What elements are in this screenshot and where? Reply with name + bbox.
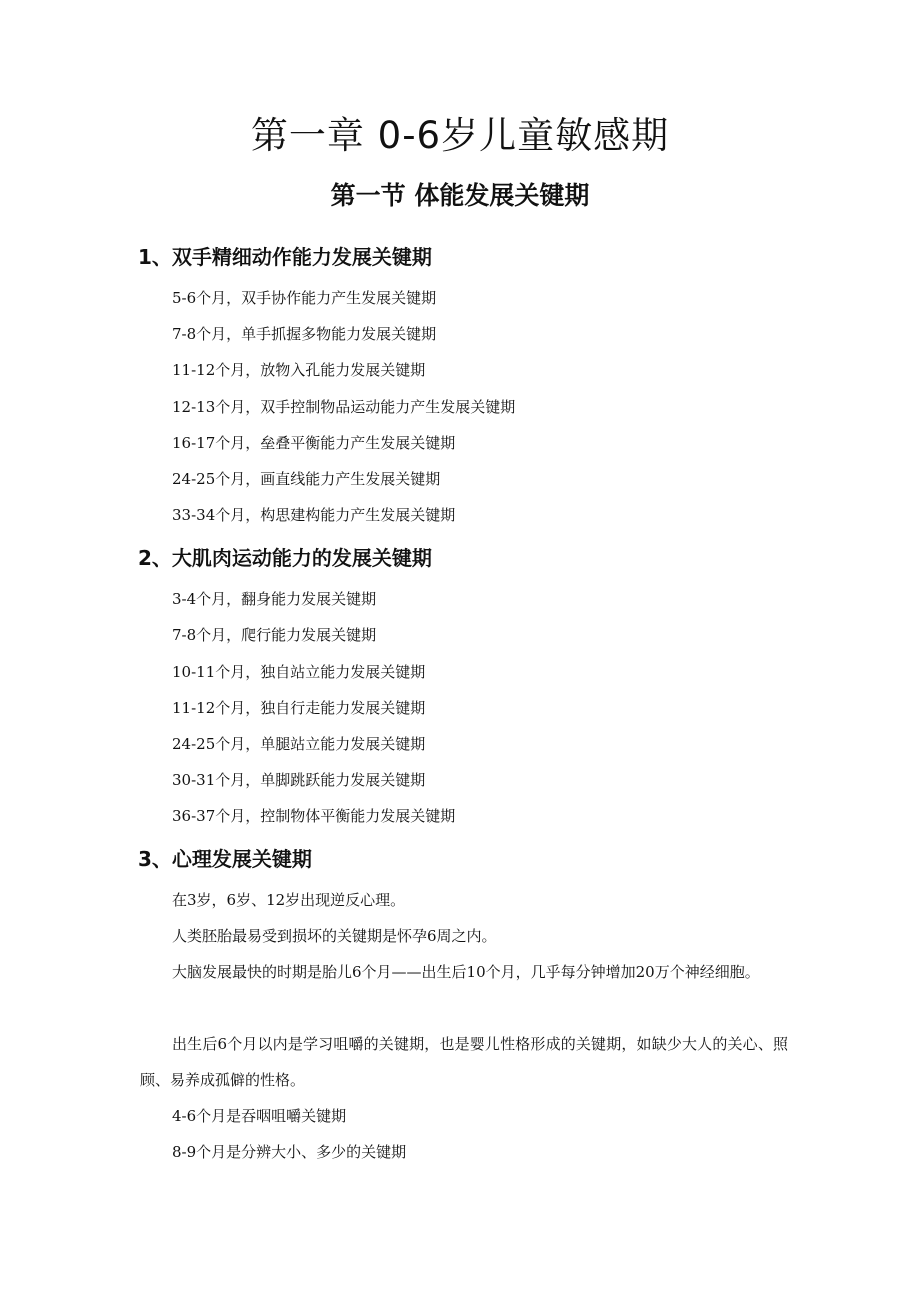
list-item: 36-37个月，控制物体平衡能力发展关键期 — [172, 807, 456, 825]
list-item: 5-6个月，双手协作能力产生发展关键期 — [172, 289, 437, 307]
chapter-title: 第一章 0-6岁儿童敏感期 — [250, 114, 670, 157]
list-item: 33-34个月，构思建构能力产生发展关键期 — [172, 506, 456, 524]
subsection-heading-3: 3、心理发展关键期 — [138, 847, 312, 871]
subsection-heading-2: 2、大肌肉运动能力的发展关键期 — [138, 546, 432, 570]
list-item: 24-25个月，画直线能力产生发展关键期 — [172, 470, 441, 488]
paragraph: 4-6个月是吞咽咀嚼关键期 — [172, 1107, 347, 1125]
list-item: 16-17个月，垒叠平衡能力产生发展关键期 — [172, 434, 456, 452]
list-item: 11-12个月，放物入孔能力发展关键期 — [172, 361, 426, 379]
list-item: 24-25个月，单腿站立能力发展关键期 — [172, 735, 426, 753]
list-item: 7-8个月，单手抓握多物能力发展关键期 — [172, 325, 437, 343]
list-item: 3-4个月，翻身能力发展关键期 — [172, 590, 377, 608]
list-item: 12-13个月，双手控制物品运动能力产生发展关键期 — [172, 398, 516, 416]
list-item: 7-8个月，爬行能力发展关键期 — [172, 626, 377, 644]
section-title: 第一节 体能发展关键期 — [330, 181, 590, 210]
list-item: 11-12个月，独自行走能力发展关键期 — [172, 699, 426, 717]
paragraph: 在3岁，6岁、12岁出现逆反心理。 — [172, 891, 406, 909]
paragraph: 大脑发展最快的时期是胎儿6个月——出生后10个月，几乎每分钟增加20万个神经细胞。 — [172, 963, 760, 981]
paragraph: 8-9个月是分辨大小、多少的关键期 — [172, 1143, 407, 1161]
list-item: 30-31个月，单脚跳跃能力发展关键期 — [172, 771, 426, 789]
paragraph: 出生后6个月以内是学习咀嚼的关键期，也是婴儿性格形成的关键期，如缺少大人的关心、照顾、易养成孤僻的性格。 — [140, 1035, 788, 1089]
subsection-heading-1: 1、双手精细动作能力发展关键期 — [138, 245, 432, 269]
list-item: 10-11个月，独自站立能力发展关键期 — [172, 663, 426, 681]
paragraph: 人类胚胎最易受到损坏的关键期是怀孕6周之内。 — [172, 927, 497, 945]
